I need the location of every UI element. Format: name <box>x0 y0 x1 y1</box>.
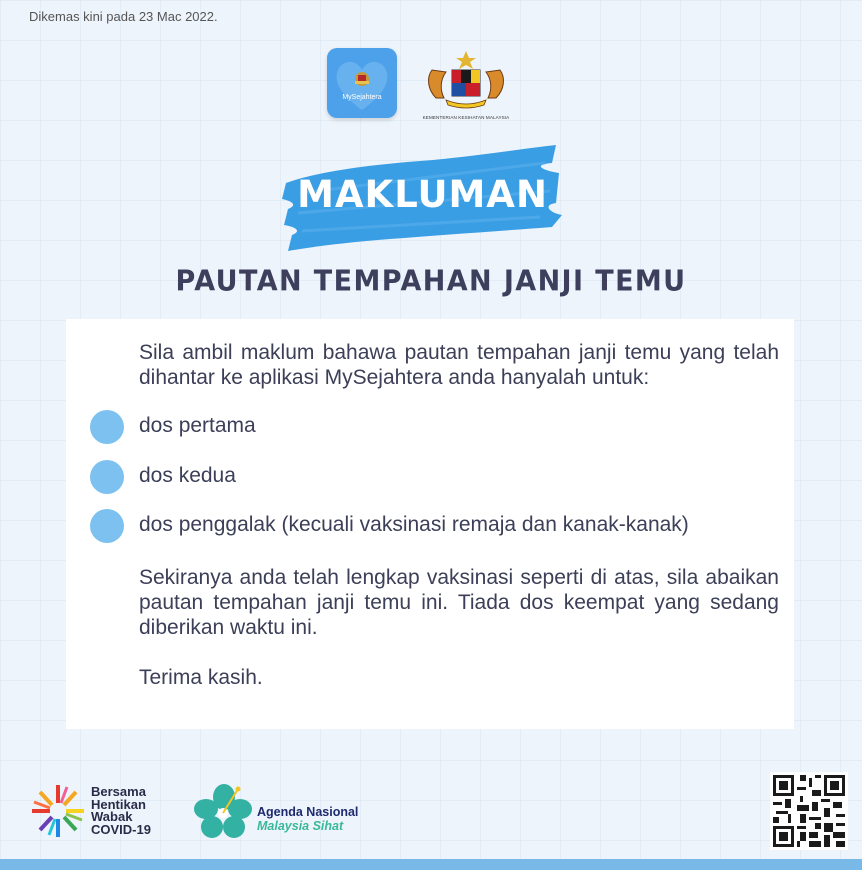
app-logo-label: MySejahtera <box>342 94 382 101</box>
list-item-text: dos kedua <box>139 464 236 487</box>
page-subtitle: PAUTAN TEMPAHAN JANJI TEMU <box>175 265 687 298</box>
agenda-title: Agenda Nasional <box>257 805 359 819</box>
banner-title: MAKLUMAN <box>297 173 548 216</box>
heart-icon <box>327 48 397 118</box>
agenda-subtitle: Malaysia Sihat <box>257 819 344 833</box>
list-item-text: dos pertama <box>139 414 256 437</box>
last-updated-text: Dikemas kini pada 23 Mac 2022. <box>29 9 218 24</box>
hibiscus-icon <box>194 783 254 841</box>
qr-code-icon[interactable] <box>770 772 848 850</box>
bottom-stripe <box>0 859 862 870</box>
bullet-dot-icon <box>90 460 124 494</box>
intro-paragraph: Sila ambil maklum bahawa pautan tempahan janji temu yang telah dihantar ke aplikasi MySejahtera anda hanyalah untuk: <box>139 341 779 389</box>
covid-campaign-logo <box>30 781 170 841</box>
sunburst-icon <box>30 781 90 841</box>
mysejahtera-logo <box>327 48 397 118</box>
ministry-name: KEMENTERIAN KESIHATAN MALAYSIA <box>422 115 510 120</box>
agenda-nasional-logo <box>194 783 374 841</box>
coat-of-arms-icon <box>418 48 514 110</box>
info-card <box>66 319 794 729</box>
qr-code-graphic <box>770 772 848 850</box>
bullet-dot-icon <box>90 509 124 543</box>
covid-campaign-text: Bersama Hentikan Wabak COVID-19 <box>91 784 151 837</box>
list-item-text: dos penggalak (kecuali vaksinasi remaja dan kanak-kanak) <box>139 513 689 536</box>
thanks-text: Terima kasih. <box>139 666 263 689</box>
ministry-logo <box>418 48 514 120</box>
note-paragraph: Sekiranya anda telah lengkap vaksinasi seperti di atas, sila abaikan pautan tempahan janji temu ini. Tiada dos keempat yang sedang diberikan waktu ini. <box>139 566 779 639</box>
makluman-banner <box>280 143 565 253</box>
bullet-dot-icon <box>90 410 124 444</box>
